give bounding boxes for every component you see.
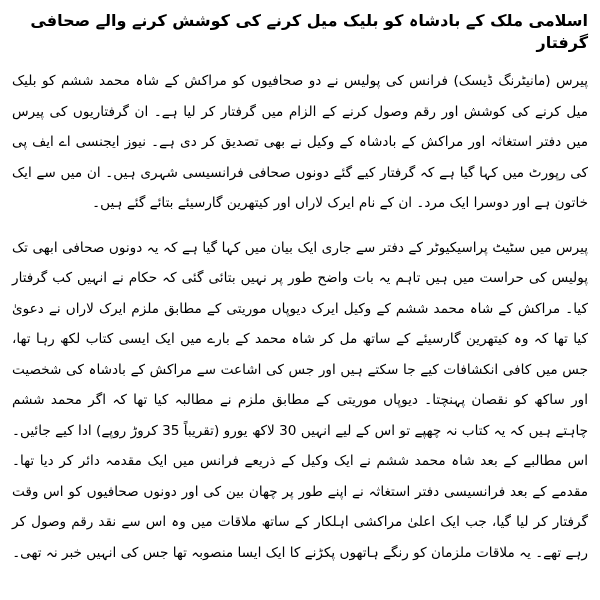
article-paragraph-2: پیرس میں سٹیٹ پراسیکیوٹر کے دفتر سے جاری ایک بیان میں کہا گیا ہے کہ یہ دونوں صحافی ابھی تک پولیس کی حراست میں ہیں تاہم یہ بات واضح طور پر نہیں بتائی گئی کہ حکام نے انہیں کب گرفتار کیا۔ مراکش کے شاہ محمد ششم کے وکیل ایرک دیوپاں موریتی کے مطابق ملزم ایرک لاراں نے دعویٰ کیا تھا کہ وہ کیتھرین گارسیئے کے ساتھ مل کر شاہ محمد کے بارے میں ایک ایسی کتاب لکھ رہا تھا، جس میں کافی انکشافات کیے جا سکتے ہیں اور جس کی اشاعت سے مراکش کے بادشاہ کی شخصیت اور ساکھ کو نقصان پہنچتا۔ دیوپاں موریتی کے مطابق ملزم نے مطالبہ کیا تھا کہ اگر محمد ششم چاہتے ہیں کہ یہ کتاب نہ چھپے تو اس کے لیے انہیں 30 لاکھ یورو (تقریباً 35 کروڑ روپے) ادا کیے جائیں۔ اس مطالبے کے بعد شاہ محمد ششم نے ایک وکیل کے ذریعے فرانس میں ایک مقدمہ دائر کر دیا تھا۔ مقدمے کے بعد فرانسیسی دفتر استغاثہ نے اپنے طور پر چھان بین کی اور دونوں صحافیوں کو اس وقت گرفتار کر لیا گیا، جب ایک اعلیٰ مراکشی اہلکار کے ساتھ ملاقات میں وہ اس سے نقد رقم وصول کر رہے تھے۔ یہ ملاقات ملزمان کو رنگے ہاتھوں پکڑنے کا ایک ایسا منصوبہ تھا جس کی انہیں خبر نہ تھی۔ (12, 239, 588, 561)
article-headline: اسلامی ملک کے بادشاہ کو بلیک میل کرنے کی کوشش کرنے والے صحافی گرفتار (30, 11, 588, 52)
article-paragraph-1: پیرس (مانیٹرنگ ڈیسک) فرانس کی پولیس نے دو صحافیوں کو مراکش کے شاہ محمد ششم کو بلیک میل کرنے کی کوشش اور رقم وصول کرنے کے الزام میں گرفتار کر لیا ہے۔ ان گرفتاریوں کی پیرس میں دفتر استغاثہ اور مراکش کے بادشاہ کے وکیل نے بھی تصدیق کر دی ہے۔ نیوز ایجنسی اے ایف پی کی رپورٹ میں کہا گیا ہے کہ گرفتار کیے گئے دونوں صحافی فرانسیسی شہری ہیں۔ ان میں سے ایک خاتون ہے اور دوسرا ایک مرد۔ ان کے نام ایرک لاراں اور کیتھرین گارسیئے بتائے گئے ہیں۔ (12, 73, 588, 211)
